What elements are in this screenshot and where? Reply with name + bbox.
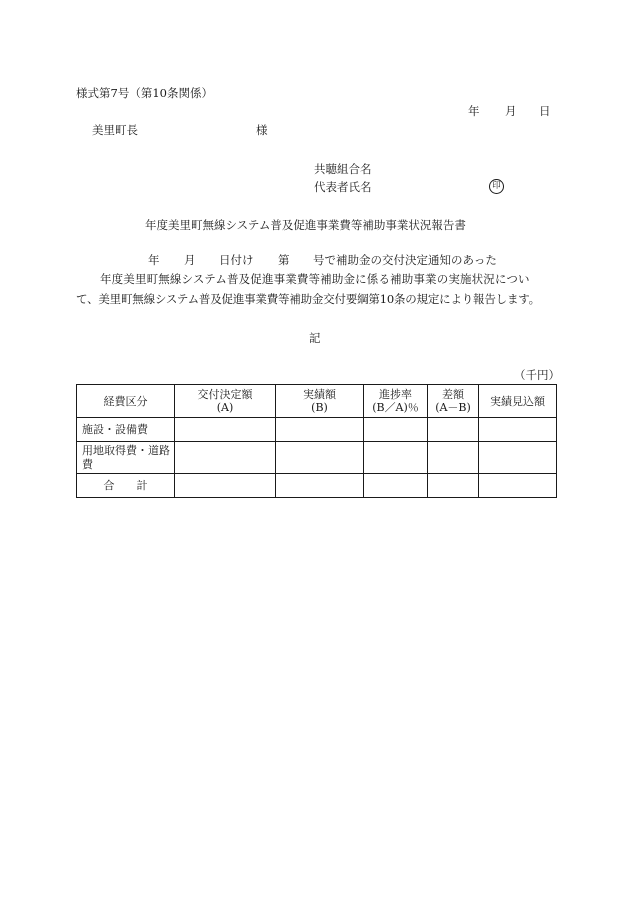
body-line3: て、美里町無線システム普及促進事業費等補助金交付要綱第10条の規定により報告します。 bbox=[76, 292, 540, 306]
actual-amount-cell[interactable] bbox=[276, 442, 364, 474]
addressee-name: 美里町長 bbox=[92, 123, 138, 137]
difference-cell[interactable] bbox=[428, 442, 479, 474]
actual-amount-cell[interactable] bbox=[276, 474, 364, 498]
date-year: 年 bbox=[468, 104, 480, 118]
body-num-prefix: 第 bbox=[278, 253, 290, 267]
date-month: 月 bbox=[505, 104, 517, 118]
progress-rate-cell[interactable] bbox=[364, 442, 428, 474]
unit-label: （千円） bbox=[514, 368, 560, 382]
body-line1-rest: 号で補助金の交付決定通知のあった bbox=[313, 253, 497, 267]
grant-amount-cell[interactable] bbox=[175, 442, 276, 474]
body-date: 日付け bbox=[219, 253, 254, 267]
ki-marker: 記 bbox=[309, 331, 321, 345]
actual-amount-cell[interactable] bbox=[276, 418, 364, 442]
grant-amount-cell[interactable] bbox=[175, 474, 276, 498]
difference-cell[interactable] bbox=[428, 474, 479, 498]
header-grant-amount: 交付決定額 (A) bbox=[175, 385, 276, 418]
expected-amount-cell[interactable] bbox=[479, 418, 557, 442]
seal-mark: 印 bbox=[489, 179, 504, 194]
header-actual-amount: 実績額 (B) bbox=[276, 385, 364, 418]
header-difference: 差額 (A－B) bbox=[428, 385, 479, 418]
header-expected-amount: 実績見込額 bbox=[479, 385, 557, 418]
header-category: 経費区分 bbox=[77, 385, 175, 418]
progress-rate-cell[interactable] bbox=[364, 474, 428, 498]
header-progress-rate: 進捗率 (B／A)％ bbox=[364, 385, 428, 418]
body-month: 月 bbox=[184, 253, 196, 267]
difference-cell[interactable] bbox=[428, 418, 479, 442]
grant-amount-cell[interactable] bbox=[175, 418, 276, 442]
row-category: 用地取得費・道路費 bbox=[77, 442, 175, 474]
form-number: 様式第7号（第10条関係） bbox=[76, 86, 213, 100]
addressee-suffix: 様 bbox=[256, 123, 268, 137]
table-row bbox=[77, 418, 557, 442]
row-category-total: 合 計 bbox=[77, 474, 175, 498]
row-category: 施設・設備費 bbox=[77, 418, 175, 442]
progress-rate-cell[interactable] bbox=[364, 418, 428, 442]
report-title: 年度美里町無線システム普及促進事業費等補助事業状況報告書 bbox=[145, 218, 466, 232]
table-header-row bbox=[77, 385, 557, 418]
expected-amount-cell[interactable] bbox=[479, 442, 557, 474]
body-line2: 年度美里町無線システム普及促進事業費等補助金に係る補助事業の実施状況につい bbox=[100, 272, 530, 286]
expected-amount-cell[interactable] bbox=[479, 474, 557, 498]
representative-label: 代表者氏名 bbox=[314, 180, 372, 194]
body-year: 年 bbox=[148, 253, 160, 267]
table-row bbox=[77, 442, 557, 474]
date-day: 日 bbox=[539, 104, 551, 118]
org-name-label: 共聴組合名 bbox=[314, 162, 372, 176]
status-report-table bbox=[76, 384, 557, 498]
table-row bbox=[77, 474, 557, 498]
